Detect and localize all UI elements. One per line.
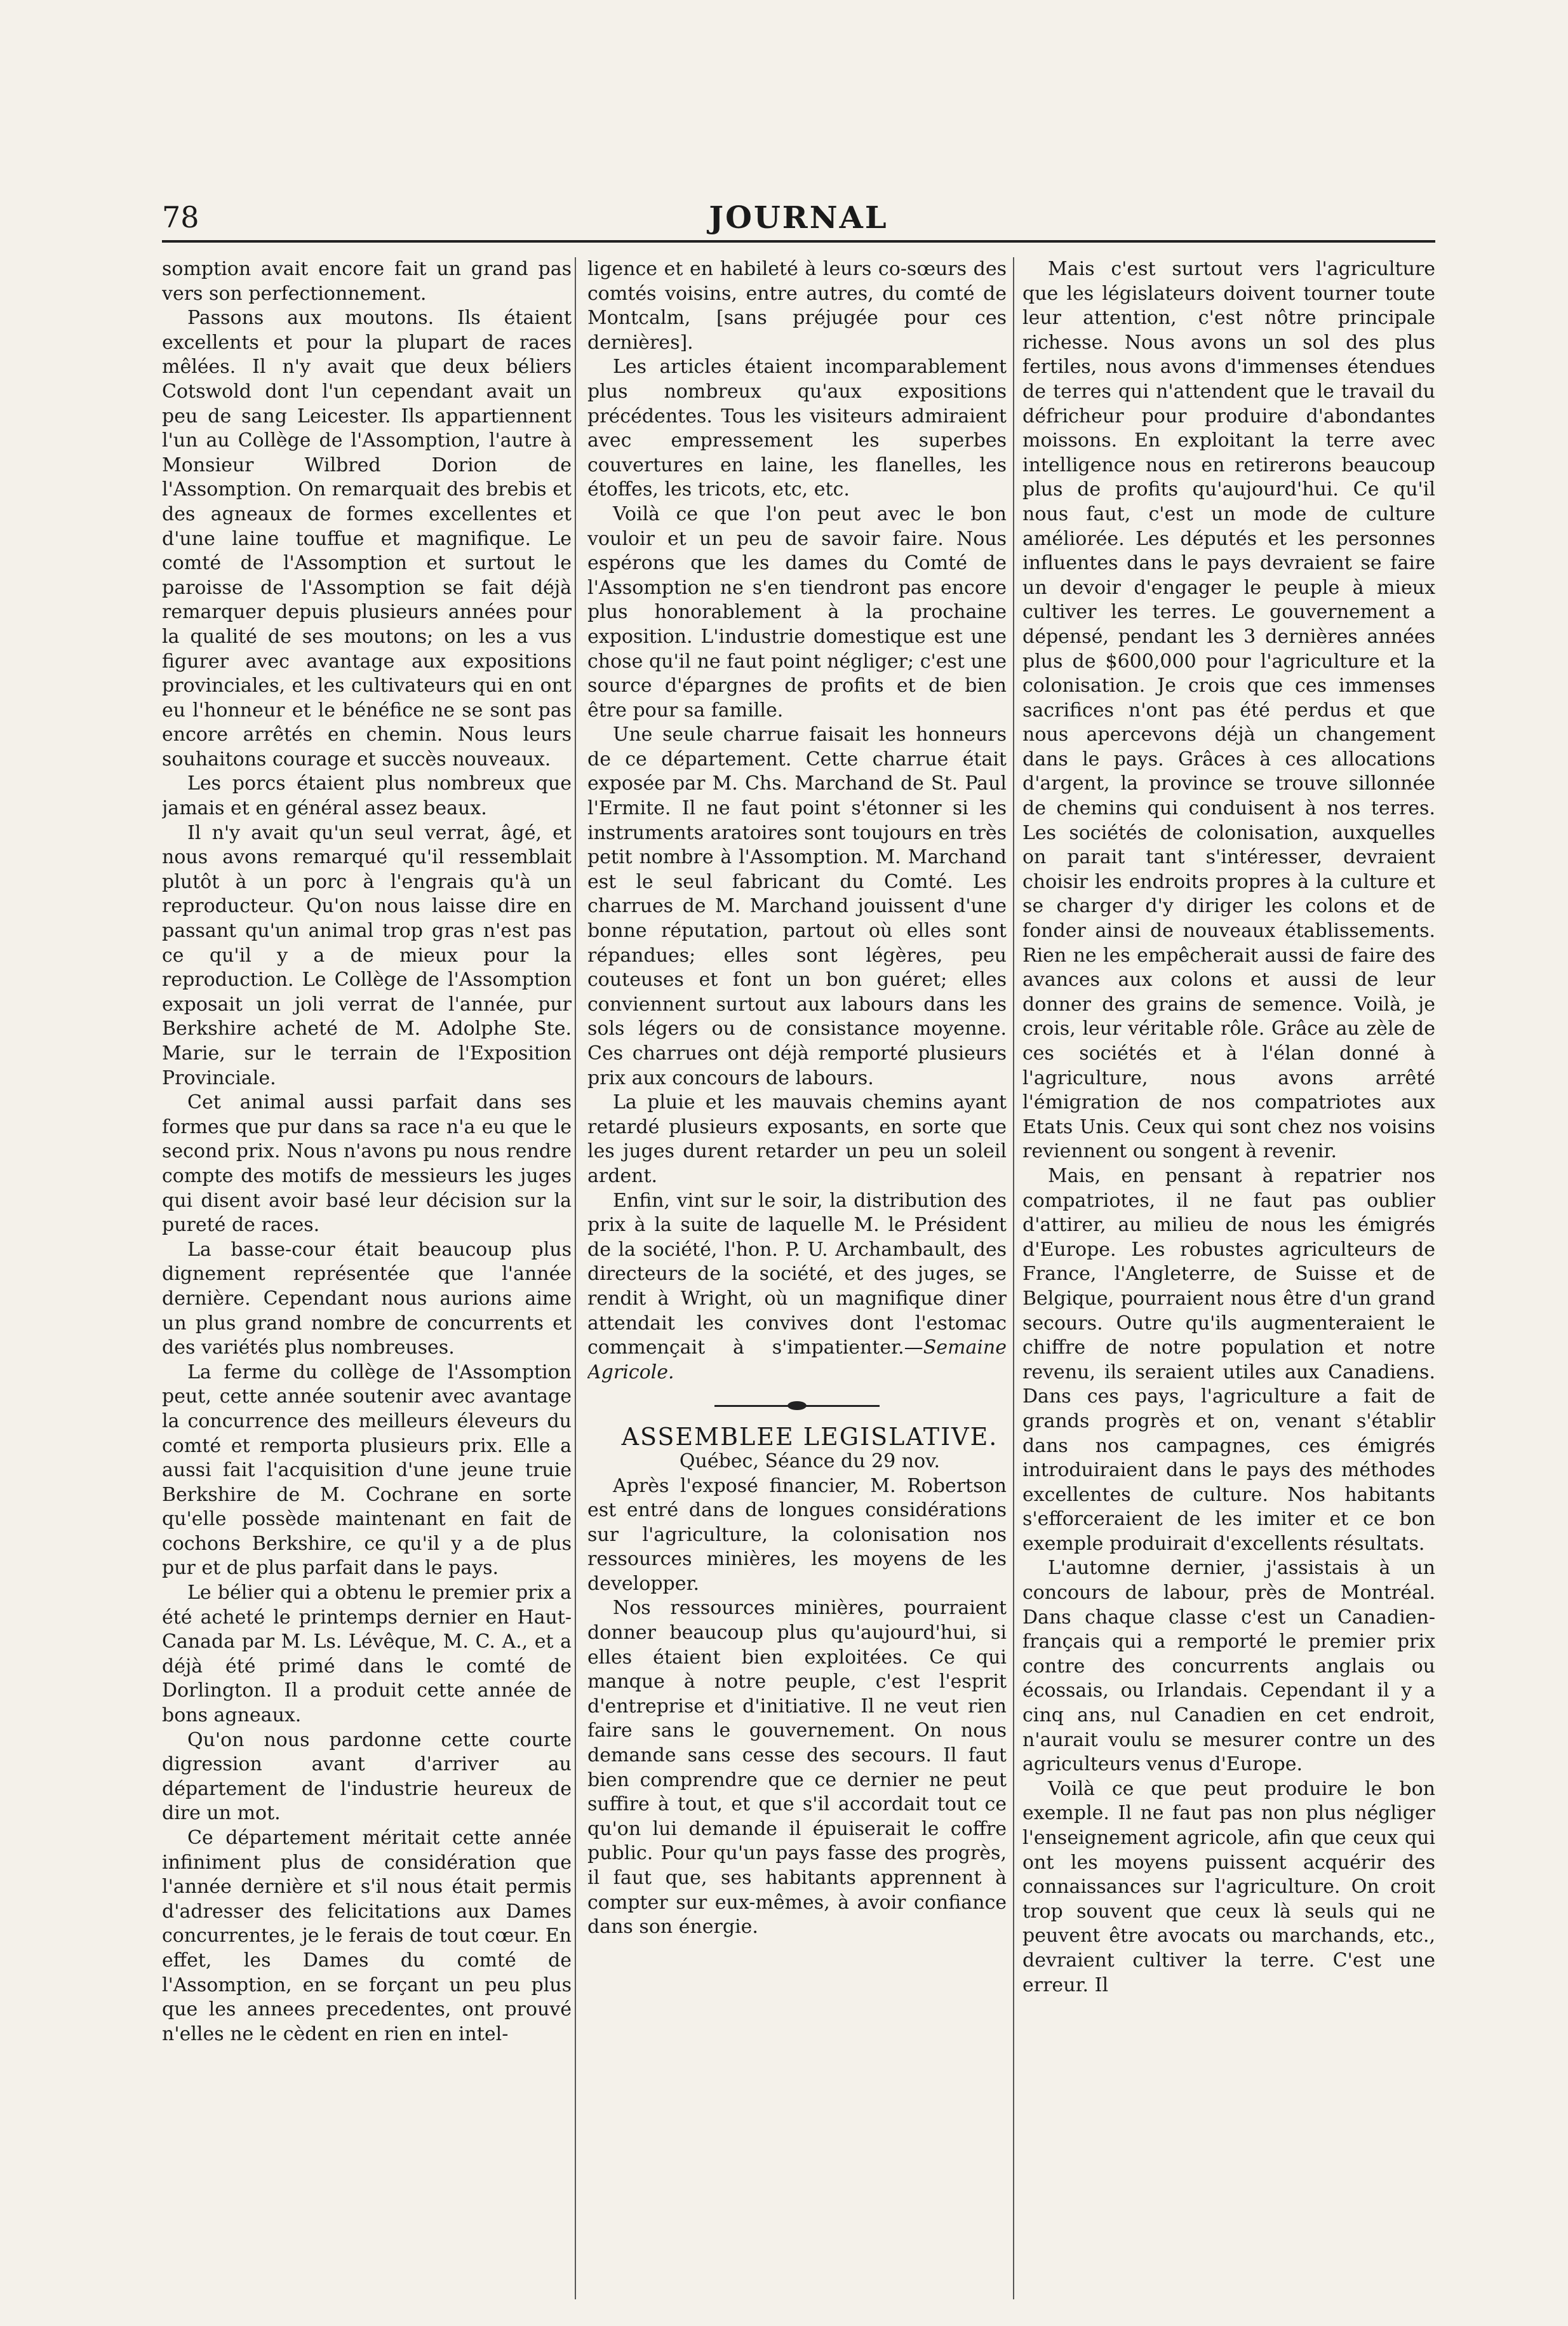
page-header: [162, 200, 1435, 238]
paragraph: Les porcs étaient plus nombreux que jamais et en général assez beaux.: [162, 772, 572, 820]
column-divider: [1013, 257, 1014, 2299]
paragraph-text: Enfin, vint sur le soir, la distribution des prix à la suite de laquelle M. le Président de la société, l'hon. P. U. Archambault, des directeurs de la société, et des juges, se rendit à Wright, où un magnifique diner attendait les convives dont l'estomac commençait à s'impatienter.—: [587, 1189, 1007, 1359]
paragraph: Ce département méritait cette année infiniment plus de considération que l'année dernière et s'il nous était permis d'adresser des felicitations aux Dames concurrentes, je le ferais de tout cœur. En effet, les Dames du comté de l'Assomption, en se forçant un peu plus que les annees precedentes, ont prouvé n'elles ne le cèdent en rien en intel-: [162, 1827, 572, 2045]
paragraph: ligence et en habileté à leurs co-sœurs des comtés voisins, entre autres, du comté de Montcalm, [sans préjugée pour ces dernières].: [587, 258, 1007, 354]
paragraph: Voilà ce que l'on peut avec le bon vouloir et un peu de savoir faire. Nous espérons que les dames du Comté de l'Assomption ne s'en tiendront pas encore plus honorablement à la prochaine exposition. L'industrie domestique est une chose qu'il ne faut point négliger; c'est une source d'épargnes de profits et de bien être pour sa famille.: [587, 502, 1007, 722]
paragraph: Qu'on nous pardonne cette courte digression avant d'arriver au département de l'industrie heureux de dire un mot.: [162, 1728, 572, 1825]
paragraph: La ferme du collège de l'Assomption peut, cette année soutenir avec avantage la concurrence des meilleurs éleveurs du comté et remporta plusieurs prix. Elle a aussi fait l'acquisition d'une jeune truie Berkshire de M. Cochrane en sorte qu'elle possède maintenant en fait de cochons Berkshire, ce qu'il y a de plus pur et de plus parfait dans le pays.: [162, 1361, 572, 1580]
header-rule: [162, 240, 1435, 243]
paragraph: Il n'y avait qu'un seul verrat, âgé, et nous avons remarqué qu'il ressemblait plutôt à un porc à l'engrais qu'à un reproducteur. Qu'on nous laisse dire en passant qu'un animal trop gras n'est pas ce qu'il y a de mieux pour la reproduction. Le Collège de l'Assomption exposait un joli verrat de l'année, pur Berkshire acheté de M. Adolphe Ste. Marie, sur le terrain de l'Exposition Provinciale.: [162, 821, 572, 1089]
dateline: Québec, Séance du 29 nov.: [679, 1449, 941, 1472]
page-number: 78: [162, 200, 199, 234]
ornamental-divider: [714, 1405, 880, 1407]
source-credit: Semaine Agricole.: [587, 1336, 1007, 1383]
column-2: [587, 257, 1007, 2299]
paragraph: Nos ressources minières, pourraient donner beaucoup plus qu'aujourd'hui, si elles étaient bien exploitées. Ce qui manque à notre peuple, c'est l'esprit d'entreprise et d'initiative. Il ne veut rien faire sans le gouvernement. On nous demande sans cesse des secours. Il faut bien comprendre que ce dernier ne peut suffire à tout, et que s'il accordait tout ce qu'on lui demande il épuiserait le coffre public. Pour qu'un pays fasse des progrès, il faut que, ses habitants apprennent à compter sur eux-mêmes, à avoir confiance dans son énergie.: [587, 1597, 1007, 1939]
paragraph: Après l'exposé financier, M. Robertson est entré dans de longues considérations sur l'agriculture, la colonisation nos ressources minières, les moyens de les developper.: [587, 1474, 1007, 1595]
running-title: JOURNAL: [709, 200, 888, 236]
column-1: [162, 257, 572, 2299]
column-3: [1022, 257, 1435, 2299]
paragraph: Passons aux moutons. Ils étaient excellents et pour la plupart de races mêlées. Il n'y avait que deux béliers Cotswold dont l'un cependant avait un peu de sang Leicester. Ils appartiennent l'un au Collège de l'Assomption, l'autre à Monsieur Wilbred Dorion de l'Assomption. On remarquait des brebis et des agneaux de formes excellentes et d'une laine touffue et magnifique. Le comté de l'Assomption et surtout le paroisse de l'Assomption se fait déjà remarquer depuis plusieurs années pour la qualité de ses moutons; on les a vus figurer avec avantage aux expositions provinciales, et les cultivateurs qui en ont eu l'honneur et le bénéfice ne se sont pas encore arrêtés en chemin. Nous leurs souhaitons courage et succès nouveaux.: [162, 307, 572, 770]
paragraph: La pluie et les mauvais chemins ayant retardé plusieurs exposants, en sorte que les juges durent retarder un peu un soleil ardent.: [587, 1091, 1007, 1187]
column-divider: [575, 257, 576, 2299]
paragraph: Les articles étaient incomparablement plus nombreux qu'aux expositions précédentes. Tous les visiteurs admiraient avec empressement les superbes couvertures en laine, les flanelles, les étoffes, les tricots, etc, etc.: [587, 356, 1007, 501]
paragraph: Voilà ce que peut produire le bon exemple. Il ne faut pas non plus négliger l'enseignement agricole, afin que ceux qui ont les moyens puissent acquérir des connaissances sur l'agriculture. On croit trop souvent que ceux là seuls qui ne peuvent être avocats ou marchands, etc., devraient cultiver la terre. C'est une erreur. Il: [1022, 1777, 1435, 1996]
paragraph-with-source: [587, 1189, 1007, 1385]
paragraph: Mais, en pensant à repatrier nos compatriotes, il ne faut pas oublier d'attirer, au milieu de nous les émigrés d'Europe. Les robustes agriculteurs de France, l'Angleterre, de Suisse et de Belgique, pourraient nous être d'un grand secours. Outre qu'ils augmenteraient le chiffre de notre population et notre revenu, ils seraient utiles aux Canadiens. Dans ces pays, l'agriculture a fait de grands progrès et on, venant s'établir dans nos campagnes, ces émigrés introduiraient dans le pays des méthodes excellentes de culture. Nos habitants s'efforceraient de les imiter et ce bon exemple produirait d'excellents résultats.: [1022, 1164, 1435, 1555]
paragraph: Le bélier qui a obtenu le premier prix a été acheté le printemps dernier en Haut-Canada par M. Ls. Lévêque, M. C. A., et a déjà été primé dans le comté de Dorlington. Il a produit cette année de bons agneaux.: [162, 1582, 572, 1727]
section-heading: ASSEMBLEE LEGISLATIVE.: [621, 1423, 998, 1451]
paragraph: somption avait encore fait un grand pas vers son perfectionnement.: [162, 258, 572, 305]
paragraph: La basse-cour était beaucoup plus dignement représentée que l'année dernière. Cependant nous aurions aime un plus grand nombre de concurrents et des variétés plus nombreuses.: [162, 1238, 572, 1359]
paragraph: L'automne dernier, j'assistais à un concours de labour, près de Montréal. Dans chaque classe c'est un Canadien-français qui a remporté le premier prix contre des concurrents anglais ou écossais, ou Irlandais. Cependant il y a cinq ans, nul Canadien en cet endroit, n'aurait voulu se mesurer contre un des agriculteurs venus d'Europe.: [1022, 1557, 1435, 1776]
paragraph: Cet animal aussi parfait dans ses formes que pur dans sa race n'a eu que le second prix. Nous n'avons pu nous rendre compte des motifs de messieurs les juges qui disent avoir basé leur décision sur la pureté de races.: [162, 1091, 572, 1237]
paragraph: Mais c'est surtout vers l'agriculture que les législateurs doivent tourner toute leur attention, c'est nôtre principale richesse. Nous avons un sol des plus fertiles, nous avons d'immenses étendues de terres qui n'attendent que le travail du défricheur pour produire d'abondantes moissons. En exploitant la terre avec intelligence nous en retirerons beaucoup plus de profits qu'aujourd'hui. Ce qu'il nous faut, c'est un mode de culture améliorée. Les députés et les personnes influentes dans le pays devraient se faire un devoir d'engager le peuple à mieux cultiver les terres. Le gouvernement a dépensé, pendant les 3 dernières années plus de $600,000 pour l'agriculture et la colonisation. Je crois que ces immenses sacrifices n'ont pas été perdus et que nous apercevons déjà un changement dans le pays. Grâces à ces allocations d'argent, la province se trouve sillonnée de chemins qui conduisent à nos terres. Les sociétés de colonisation, auxquelles on parait tant s'intéresser, devraient choisir les endroits propres à la culture et se charger d'y diriger les colons et de fonder ainsi de nouveaux établissements. Rien ne les empêcherait aussi de faire des avances aux colons et aussi de leur donner des grains de semence. Voilà, je crois, leur véritable rôle. Grâce au zèle de ces sociétés et à l'élan donné à l'agriculture, nous avons arrêté l'émigration de nos compatriotes aux Etats Unis. Ceux qui sont chez nos voisins reviennent ou songent à revenir.: [1022, 258, 1435, 1163]
paragraph: Une seule charrue faisait les honneurs de ce département. Cette charrue était exposée par M. Chs. Marchand de St. Paul l'Ermite. Il ne faut point s'étonner si les instruments aratoires sont toujours en très petit nombre à l'Assomption. M. Marchand est le seul fabricant du Comté. Les charrues de M. Marchand jouissent d'une bonne réputation, partout où elles sont répandues; elles sont légères, peu couteuses et font un bon guéret; elles conviennent surtout aux labours dans les sols légers ou de consistance moyenne. Ces charrues ont déjà remporté plusieurs prix aux concours de labours.: [587, 723, 1007, 1089]
